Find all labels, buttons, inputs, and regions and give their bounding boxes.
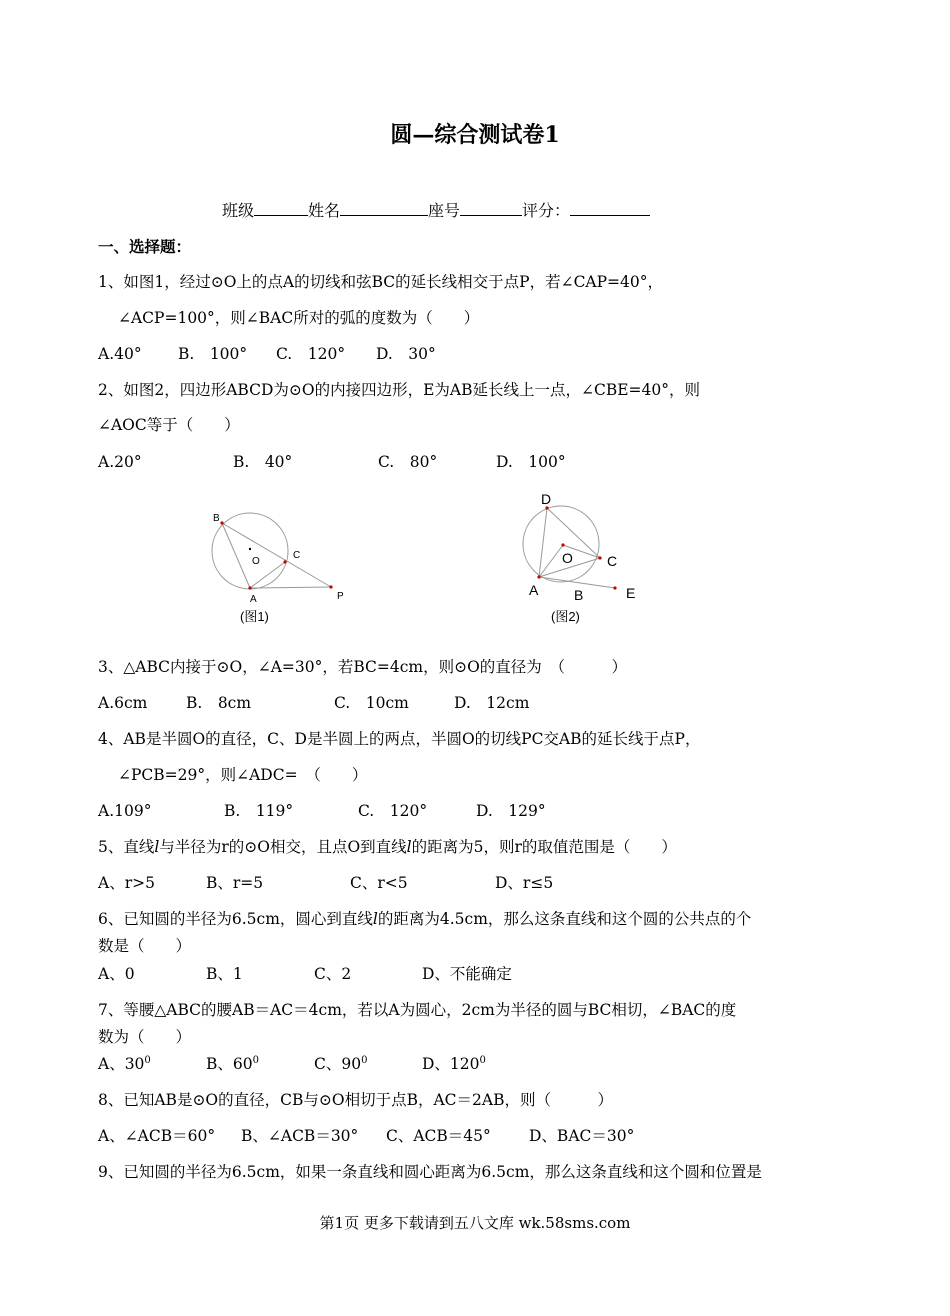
q8-option-b: B、∠ACB＝30° xyxy=(241,1127,359,1145)
q7-option-c: C、$90^0$ xyxy=(314,1054,368,1073)
page-footer: 第1页 更多下载请到五八文库 wk.58sms.com xyxy=(319,1214,631,1232)
q2-option-b: B. 40° xyxy=(233,453,293,471)
name-label: 姓名 xyxy=(308,201,341,220)
fig2-chord-dc xyxy=(547,508,600,558)
q8-option-c: C、ACB＝45° xyxy=(386,1127,491,1145)
q1-option-c: C. 120° xyxy=(276,345,346,363)
q5-pre: 5、直线 xyxy=(98,838,155,856)
q6-option-b: B、1 xyxy=(206,965,243,983)
fig2-point-e xyxy=(613,586,616,589)
q7-option-b: B、$60^0$ xyxy=(206,1054,259,1073)
q2-options xyxy=(98,450,566,472)
q3-line1: 3、△ABC内接于⊙O，∠A=30°，若BC=4cm，则⊙O的直径为 （ ） xyxy=(98,658,628,676)
fig1-caption: (图1) xyxy=(240,609,269,624)
q8-options xyxy=(98,1124,634,1146)
fig1-point-a xyxy=(248,586,251,589)
q6-option-c: C、2 xyxy=(314,965,352,983)
q1-line2: ∠ACP=100°，则∠BAC所对的弧的度数为（ ） xyxy=(118,309,480,327)
q3-option-a: A.6cm xyxy=(98,694,148,712)
q6-line1 xyxy=(98,907,751,929)
q7-option-d: D、$120^0$ xyxy=(422,1054,486,1073)
fig2-point-c xyxy=(598,556,601,559)
fig1-center-dot xyxy=(249,548,251,550)
name-blank[interactable] xyxy=(340,201,428,216)
fig2-label-c: C xyxy=(607,553,618,569)
q5-mid: 与半径为r的⊙O相交，且点O到直线 xyxy=(159,838,407,856)
fig1-label-b: B xyxy=(213,513,220,524)
class-blank[interactable] xyxy=(254,201,308,216)
q6-l: l xyxy=(372,910,378,928)
q3-option-c: C. 10cm xyxy=(334,694,409,712)
fig1-chord-ba xyxy=(222,523,250,588)
q1-option-a: A.40° xyxy=(98,345,142,363)
section-heading: 一、选择题： xyxy=(98,237,192,256)
fig1-label-o: O xyxy=(252,556,260,567)
fig2-label-b: B xyxy=(574,587,584,603)
class-label: 班级 xyxy=(222,201,255,220)
q7-line2: 数为（ ） xyxy=(98,1028,192,1046)
fig1-label-c: C xyxy=(293,550,301,561)
q4-option-d: D. 129° xyxy=(476,802,546,820)
q5-option-d: D、r≤5 xyxy=(495,874,554,892)
q8-option-a: A、∠ACB＝60° xyxy=(98,1127,216,1145)
q5-option-b: B、r=5 xyxy=(206,874,264,892)
q9-line1: 9、已知圆的半径为6.5cm，如果一条直线和圆心距离为6.5cm，那么这条直线和这个圆和位置是 xyxy=(98,1163,762,1181)
q1-option-d: D. 30° xyxy=(376,345,436,363)
q5-options xyxy=(98,871,553,893)
q8-line1: 8、已知AB是⊙O的直径，CB与⊙O相切于点B，AC＝2AB，则（ ） xyxy=(98,1091,613,1109)
q2-option-a: A.20° xyxy=(98,453,142,471)
q5-option-c: C、r<5 xyxy=(350,874,408,892)
q7-line1: 7、等腰△ABC的腰AB＝AC＝4cm，若以A为圆心，2cm为半径的圆与BC相切，∠BAC的度 xyxy=(98,1001,737,1019)
q5-post: 的距离为5，则r的取值范围是（ ） xyxy=(411,838,677,856)
q8-option-d: D、BAC＝30° xyxy=(529,1127,635,1145)
fig2-label-e: E xyxy=(626,585,636,601)
q7-options xyxy=(98,1052,486,1074)
fig2-label-a: A xyxy=(529,582,539,598)
q4-options xyxy=(98,799,546,821)
q6-options xyxy=(98,962,512,984)
q2-option-c: C. 80° xyxy=(378,453,438,471)
score-label: 评分： xyxy=(522,201,571,220)
fig2-label-o: O xyxy=(562,550,573,566)
q3-options xyxy=(98,691,529,713)
q7-option-a: A、$30^0$ xyxy=(98,1054,151,1073)
fig2-point-o xyxy=(561,543,564,546)
figure-1 xyxy=(200,505,360,630)
fig1-point-b xyxy=(220,521,223,524)
q4-option-a: A.109° xyxy=(98,802,152,820)
q5-l1: l xyxy=(154,838,160,856)
q1-options xyxy=(98,342,436,364)
q1-option-b: B. 100° xyxy=(178,345,248,363)
figure-2 xyxy=(515,488,665,630)
fig2-label-d: D xyxy=(541,491,552,507)
fig1-line-bp xyxy=(222,523,331,587)
q4-option-c: C. 120° xyxy=(358,802,428,820)
q5-option-a: A、r>5 xyxy=(98,874,155,892)
fig2-caption: (图2) xyxy=(551,609,580,624)
fig1-point-p xyxy=(329,585,332,588)
q6-option-a: A、0 xyxy=(98,965,135,983)
q6-pre: 6、已知圆的半径为6.5cm，圆心到直线 xyxy=(98,910,373,928)
q4-line1: 4、AB是半圆O的直径，C、D是半圆上的两点，半圆O的切线PC交AB的延长线于点P， xyxy=(98,730,701,748)
fig1-label-a: A xyxy=(250,594,257,605)
q3-option-b: B. 8cm xyxy=(186,694,252,712)
q2-option-d: D. 100° xyxy=(496,453,566,471)
q5-l2: l xyxy=(406,838,412,856)
score-blank[interactable] xyxy=(570,201,650,216)
page-title: 圆—综合测试卷1 xyxy=(390,122,560,148)
fig1-label-p: P xyxy=(337,591,344,602)
q2-line1: 2、如图2，四边形ABCD为⊙O的内接四边形，E为AB延长线上一点，∠CBE=40°，则 xyxy=(98,381,700,399)
fig2-chord-da xyxy=(539,508,547,577)
fig2-point-a xyxy=(537,575,540,578)
q3-option-d: D. 12cm xyxy=(454,694,530,712)
q4-line2: ∠PCB=29°，则∠ADC= （ ） xyxy=(118,766,368,784)
fig1-point-c xyxy=(283,560,286,563)
q6-line2: 数是（ ） xyxy=(98,937,192,955)
q6-post: 的距离为4.5cm，那么这条直线和这个圆的公共点的个 xyxy=(377,910,752,928)
q4-option-b: B. 119° xyxy=(224,802,294,820)
seat-label: 座号 xyxy=(428,201,461,220)
q6-option-d: D、不能确定 xyxy=(422,965,512,983)
q1-line1: 1、如图1，经过⊙O上的点A的切线和弦BC的延长线相交于点P，若∠CAP=40°， xyxy=(98,273,664,291)
q5-line1 xyxy=(98,835,677,857)
student-info-row xyxy=(222,198,650,221)
q2-line2: ∠AOC等于（ ） xyxy=(98,416,240,434)
seat-blank[interactable] xyxy=(460,201,522,216)
